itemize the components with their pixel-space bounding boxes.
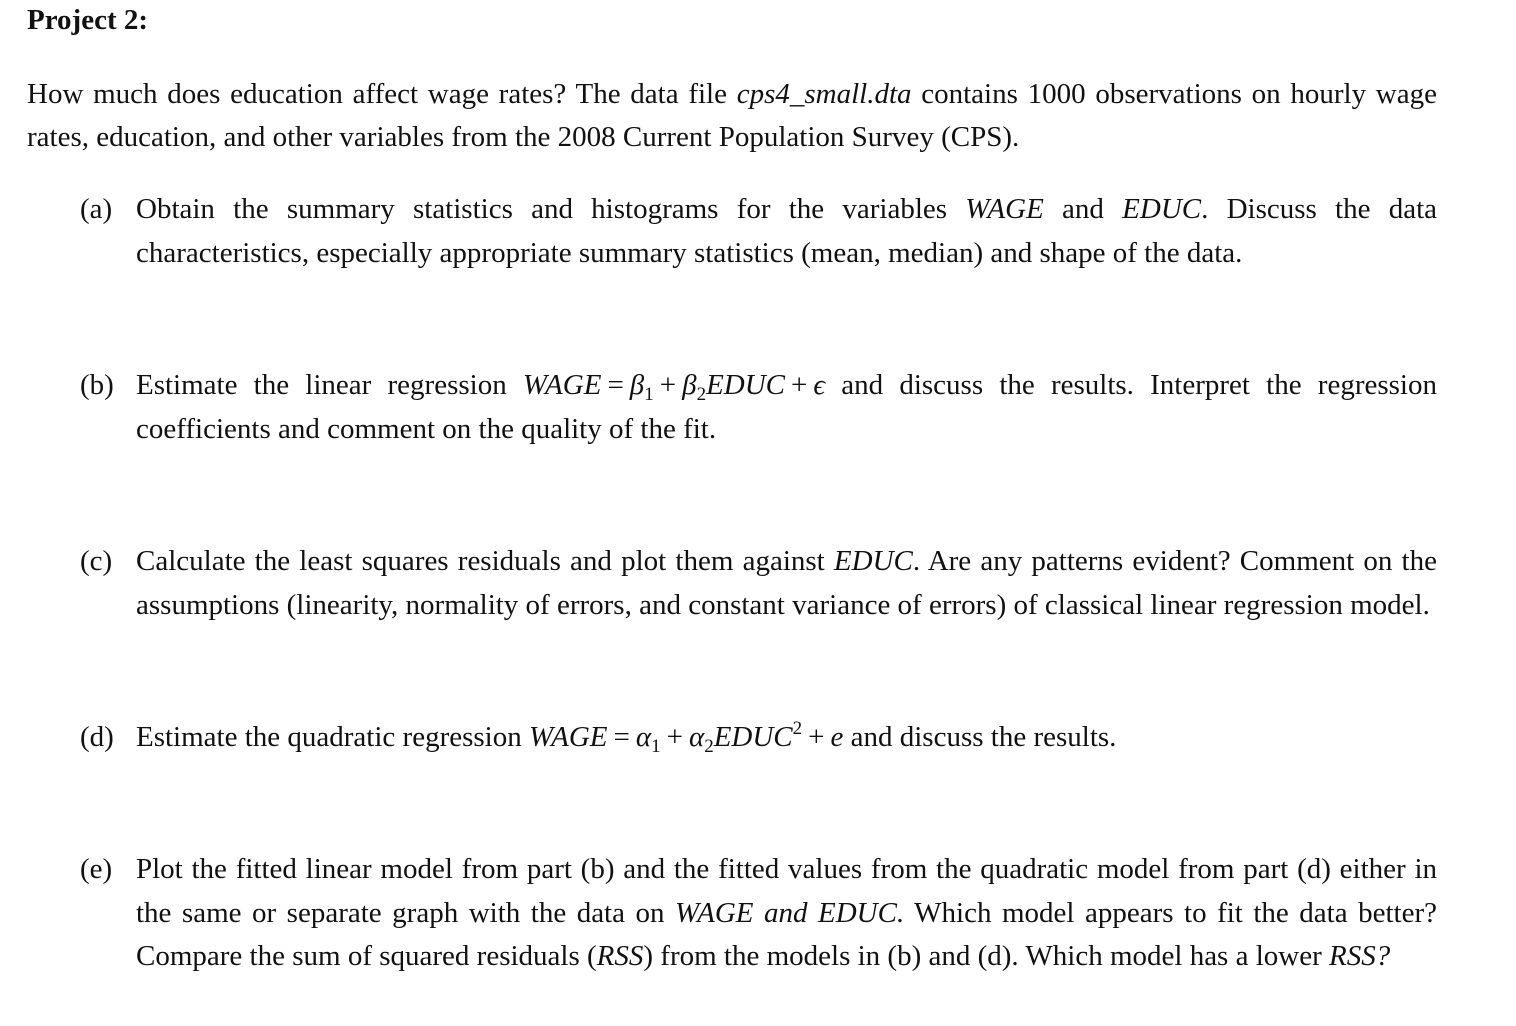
var-wage-educ: WAGE and EDUC. [675,896,905,929]
part-b-text: Estimate the linear regression WAGE = $\beta_1$ + $\beta_2EDUC + \epsilon$ and discuss the results. Interpret the regression coefficients and comment on the quality of the fit. [136,369,1437,445]
var-educ: EDUC [1122,193,1202,225]
part-b-label: (b) [80,369,114,401]
var-wage: WAGE [965,193,1044,225]
page-title: Project 2: [27,4,149,36]
intro-text: How much does education affect wage rates? The data file [27,78,737,110]
part-e-label: (e) [80,853,113,885]
quadratic-equation: WAGE = $\alpha_1$ + $\alpha_2EDUC^2 + e$ [528,718,844,757]
part-b [80,364,1437,451]
intro-paragraph [27,73,1437,159]
part-a-label: (a) [80,193,113,225]
part-d-label: (d) [80,721,114,753]
part-c [80,540,1437,627]
var-educ: EDUC [833,545,913,577]
part-c-label: (c) [80,545,113,577]
part-e [80,848,1437,979]
var-rss: RSS [596,940,644,972]
part-d [80,716,1437,760]
intro-text-end: contains 1000 observations on hourly wage rates, education, and other variables from the 2008 Current Population Survey (CPS). [27,78,1437,153]
part-d-text: Estimate the quadratic regression WAGE = $\alpha_1$ + $\alpha_2EDUC^2 + e$ and discuss the results. [136,718,1117,757]
part-e-text: Plot the fitted linear model from part (b) and the fitted values from the quadratic model from part (d) either in the same or separate graph with the data on WAGE and EDUC. Which model appears to fit the data better? Compare the sum of squared residuals (RSS) from the models in (b) and (d). Which model has a lower RSS? [136,853,1437,972]
part-a [80,188,1437,275]
part-a-text: Obtain the summary statistics and histograms for the variables WAGE and EDUC. Discuss the data characteristics, especially appropriate summary statistics (mean, median) and shape of the data. [136,193,1438,269]
file-name: cps4_small.dta [736,78,912,110]
linear-equation: WAGE = $\beta_1$ + $\beta_2EDUC + \epsilon$ [522,369,826,405]
var-rss-question: RSS? [1329,940,1391,972]
part-c-text: Calculate the least squares residuals and plot them against EDUC. Are any patterns evident? Comment on the assumptions (linearity, normality of errors, and constant variance of errors) of classical linear regression model. [136,545,1437,621]
